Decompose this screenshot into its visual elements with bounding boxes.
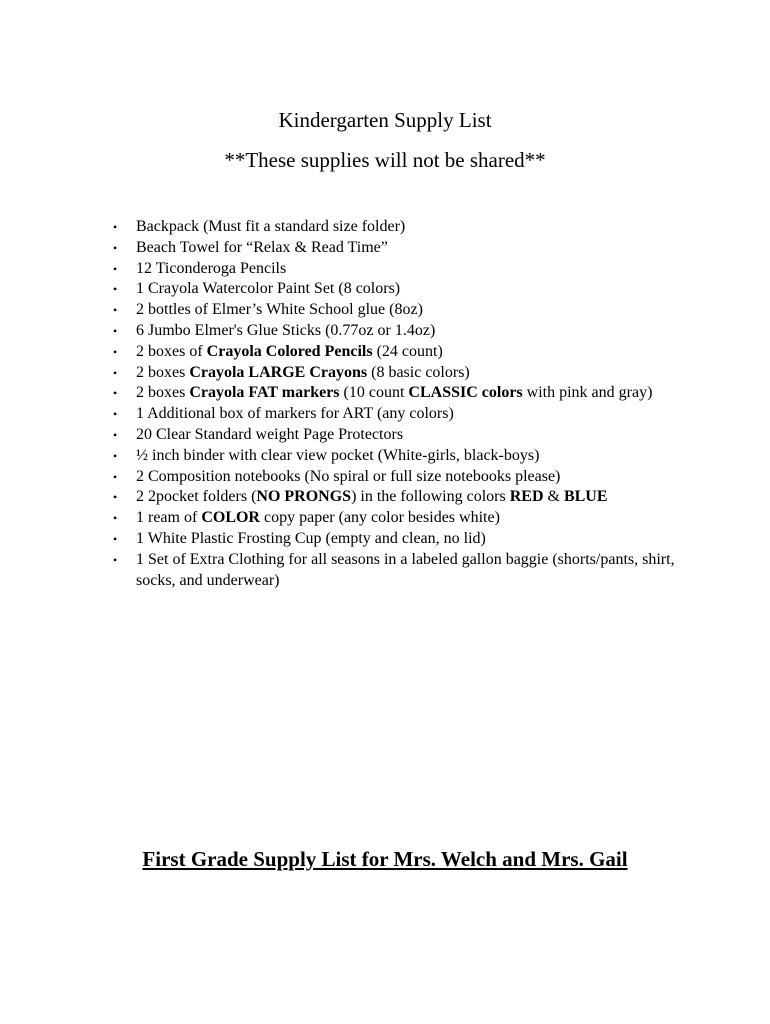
- bullet-icon: •: [113, 469, 118, 484]
- supply-list: [108, 217, 678, 591]
- supply-list-item: [108, 342, 678, 363]
- supply-item-text: [136, 468, 560, 485]
- bold-text-segment: RED: [509, 488, 544, 506]
- bold-text-segment: NO PRONGS: [256, 488, 352, 506]
- supply-item-text: [136, 239, 388, 256]
- text-segment: 1 Crayola Watercolor Paint Set (8 colors): [136, 280, 401, 298]
- supply-item-text: [136, 426, 403, 443]
- supply-list-item: [108, 446, 678, 467]
- supply-item-text: [136, 509, 500, 526]
- text-segment: (10 count: [339, 384, 409, 402]
- bullet-icon: •: [113, 407, 118, 422]
- text-segment: ½ inch binder with clear view pocket (White-girls, black-boys): [136, 446, 540, 464]
- text-segment: 1 Additional box of markers for ART (any colors): [136, 405, 454, 423]
- supply-list-item: [108, 259, 678, 280]
- bullet-icon: •: [113, 427, 118, 442]
- text-segment: 2 boxes of: [136, 342, 207, 360]
- bold-text-segment: Crayola FAT markers: [189, 384, 340, 402]
- supply-list-item: [108, 550, 678, 592]
- bullet-icon: •: [113, 344, 118, 359]
- text-segment: 2 bottles of Elmer’s White School glue (8oz): [136, 301, 423, 319]
- bullet-icon: •: [113, 531, 118, 546]
- text-segment: 2 2pocket folders (: [136, 488, 257, 506]
- bullet-icon: •: [113, 365, 118, 380]
- bullet-icon: •: [113, 552, 118, 567]
- text-segment: 1 ream of: [136, 509, 202, 527]
- supply-item-text: [136, 447, 539, 464]
- supply-list-item: [108, 300, 678, 321]
- text-segment: 1 White Plastic Frosting Cup (empty and clean, no lid): [136, 529, 486, 547]
- first-grade-heading: First Grade Supply List for Mrs. Welch and Mrs. Gail: [142, 847, 628, 871]
- supply-list-item: [108, 425, 678, 446]
- text-segment: ) in the following colors: [351, 488, 510, 506]
- page-title: Kindergarten Supply List: [278, 108, 492, 132]
- bold-text-segment: COLOR: [201, 509, 260, 527]
- supply-item-text: [136, 530, 486, 547]
- supply-item-text: [136, 218, 405, 235]
- bullet-icon: •: [113, 386, 118, 401]
- bullet-icon: •: [113, 511, 118, 526]
- supply-item-text: [136, 405, 454, 422]
- supply-list-item: [108, 487, 678, 508]
- supply-list-item: [108, 279, 678, 300]
- bold-text-segment: Crayola Colored Pencils: [206, 342, 373, 360]
- supply-item-text: [136, 260, 286, 277]
- bold-text-segment: Crayola LARGE Crayons: [189, 363, 368, 381]
- text-segment: Backpack (Must fit a standard size folder): [136, 218, 406, 235]
- text-segment: &: [543, 488, 564, 506]
- text-segment: 2 boxes: [136, 384, 190, 402]
- supply-list-item: [108, 529, 678, 550]
- supply-list-item: [108, 321, 678, 342]
- text-segment: copy paper (any color besides white): [259, 509, 500, 527]
- supply-list-item: [108, 238, 678, 259]
- supply-list-item: [108, 217, 678, 238]
- supply-item-text: [136, 551, 675, 589]
- page-subtitle: **These supplies will not be shared**: [224, 148, 546, 172]
- text-segment: 20 Clear Standard weight Page Protectors: [136, 425, 404, 443]
- supply-item-text: [136, 280, 400, 297]
- bold-text-segment: BLUE: [563, 488, 608, 506]
- supply-list-item: [108, 383, 678, 404]
- supply-list-item: [108, 467, 678, 488]
- text-segment: 1 Set of Extra Clothing for all seasons in a labeled gallon baggie (shorts/pants, shirt, socks, and underwear): [136, 550, 675, 589]
- supply-list-item: [108, 508, 678, 529]
- bullet-icon: •: [113, 448, 118, 463]
- bold-text-segment: CLASSIC colors: [408, 384, 523, 402]
- bullet-icon: •: [113, 282, 118, 297]
- text-segment: 12 Ticonderoga Pencils: [136, 259, 287, 277]
- text-segment: with pink and gray): [522, 384, 653, 402]
- bullet-icon: •: [113, 323, 118, 338]
- text-segment: Beach Towel for “Relax & Read Time”: [136, 238, 388, 256]
- text-segment: 2 boxes: [136, 363, 190, 381]
- supply-item-text: [136, 322, 435, 339]
- bullet-icon: •: [113, 220, 118, 234]
- bullet-icon: •: [113, 303, 118, 318]
- supply-item-text: [136, 343, 443, 360]
- supply-list-item: [108, 363, 678, 384]
- text-segment: 2 Composition notebooks (No spiral or full size notebooks please): [136, 467, 561, 485]
- bullet-icon: •: [113, 261, 118, 276]
- supply-item-text: [136, 364, 470, 381]
- text-segment: (8 basic colors): [367, 363, 470, 381]
- supply-list-item: [108, 404, 678, 425]
- text-segment: (24 count): [372, 342, 443, 360]
- supply-item-text: [136, 384, 652, 401]
- bullet-icon: •: [113, 240, 118, 255]
- text-segment: 6 Jumbo Elmer's Glue Sticks (0.77oz or 1.4oz): [136, 321, 436, 339]
- supply-item-text: [136, 488, 608, 505]
- bullet-icon: •: [113, 490, 118, 505]
- supply-item-text: [136, 301, 423, 318]
